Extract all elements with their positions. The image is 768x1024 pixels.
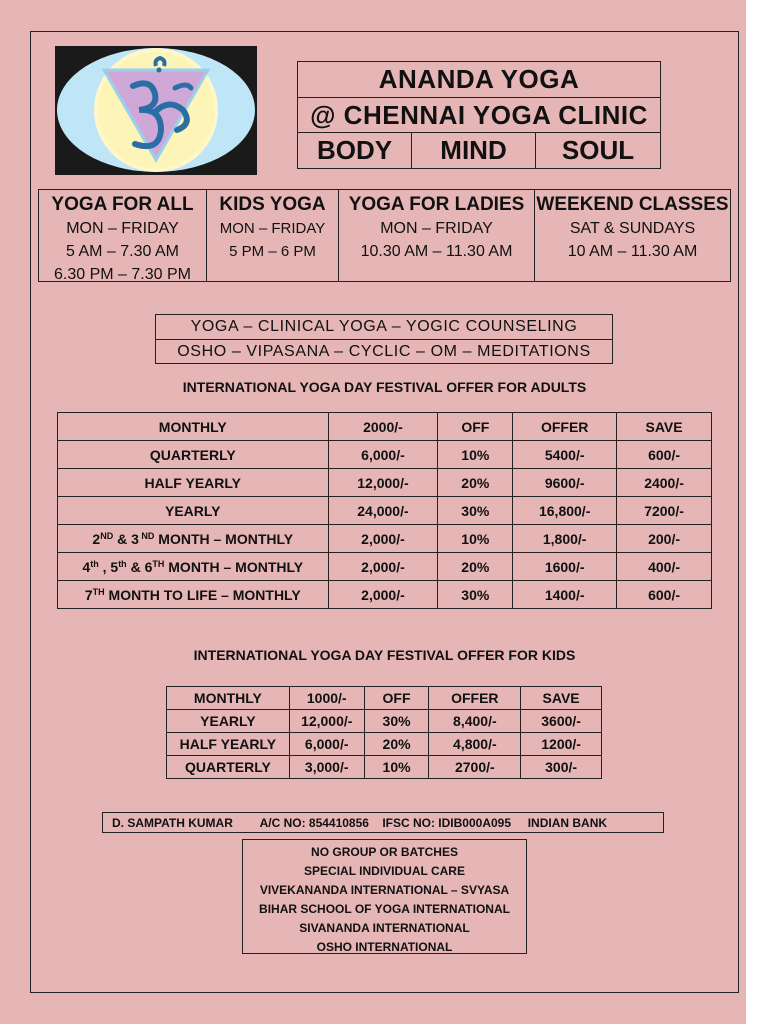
adult-offer-table bbox=[57, 412, 712, 609]
kids-offer-heading: INTERNATIONAL YOGA DAY FESTIVAL OFFER FOR KIDS bbox=[193, 647, 576, 663]
schedule-days: MON – FRIDAY bbox=[66, 220, 179, 237]
om-logo bbox=[55, 46, 257, 175]
schedule-kids-yoga bbox=[207, 190, 339, 281]
ordinal-suffix: ND bbox=[100, 530, 114, 541]
table-row bbox=[58, 413, 712, 441]
note-line: VIVEKANANDA INTERNATIONAL – SVYASA bbox=[259, 883, 510, 897]
price-cell: 2,000/- bbox=[328, 525, 438, 553]
class-schedule bbox=[38, 189, 731, 282]
plan-cell bbox=[58, 553, 329, 581]
price-cell: 2,000/- bbox=[328, 553, 438, 581]
disciplines-line: OSHO – VIPASANA – CYCLIC – OM – MEDITATIONS bbox=[177, 343, 591, 360]
pillars-row bbox=[298, 133, 660, 168]
pillar-soul: SOUL bbox=[561, 135, 635, 165]
schedule-days: MON – FRIDAY bbox=[219, 220, 326, 237]
table-row bbox=[58, 441, 712, 469]
off-cell: 20% bbox=[364, 733, 429, 756]
price-cell: 6,000/- bbox=[289, 733, 364, 756]
plan-cell: HALF YEARLY bbox=[167, 733, 290, 756]
price-cell: 2,000/- bbox=[328, 581, 438, 609]
plan-cell: MONTHLY bbox=[58, 413, 329, 441]
plan-cell: YEARLY bbox=[167, 710, 290, 733]
price-cell: 24,000/- bbox=[328, 497, 438, 525]
plan-text: 2 bbox=[92, 530, 101, 547]
off-cell: 20% bbox=[438, 553, 513, 581]
clinic-name: ANANDA YOGA bbox=[298, 62, 660, 98]
ifsc-code: IFSC NO: IDIB000A095 bbox=[382, 815, 512, 830]
ordinal-suffix: th bbox=[90, 558, 99, 569]
schedule-title: YOGA FOR ALL bbox=[51, 194, 194, 215]
plan-cell: MONTHLY bbox=[167, 687, 290, 710]
price-cell: 6,000/- bbox=[328, 441, 438, 469]
save-cell: 200/- bbox=[617, 525, 712, 553]
table-row bbox=[58, 525, 712, 553]
plan-text: MONTH – MONTHLY bbox=[154, 530, 294, 547]
table-row bbox=[58, 497, 712, 525]
offer-cell: 9600/- bbox=[513, 469, 617, 497]
save-cell: SAVE bbox=[521, 687, 602, 710]
account-number: A/C NO: 854410856 bbox=[259, 815, 369, 830]
ordinal-suffix: th bbox=[118, 558, 127, 569]
schedule-time: 10.30 AM – 11.30 AM bbox=[360, 243, 513, 260]
save-cell: 600/- bbox=[617, 581, 712, 609]
plan-cell: HALF YEARLY bbox=[58, 469, 329, 497]
price-cell: 1000/- bbox=[289, 687, 364, 710]
off-cell: 30% bbox=[438, 581, 513, 609]
plan-text: & 6 bbox=[126, 558, 153, 575]
off-cell: OFF bbox=[364, 687, 429, 710]
plan-text: MONTH TO LIFE – MONTHLY bbox=[104, 586, 301, 603]
schedule-title: YOGA FOR LADIES bbox=[348, 194, 525, 215]
table-row bbox=[167, 756, 602, 779]
disciplines-box bbox=[155, 314, 613, 364]
plan-cell: QUARTERLY bbox=[58, 441, 329, 469]
offer-cell: 1,800/- bbox=[513, 525, 617, 553]
price-cell: 12,000/- bbox=[289, 710, 364, 733]
offer-cell: 5400/- bbox=[513, 441, 617, 469]
ordinal-suffix: ND bbox=[138, 530, 155, 541]
kids-offer-table bbox=[166, 686, 602, 779]
off-cell: 30% bbox=[438, 497, 513, 525]
offer-cell: 8,400/- bbox=[429, 710, 521, 733]
adult-offer-heading: INTERNATIONAL YOGA DAY FESTIVAL OFFER FOR ADULTS bbox=[182, 379, 587, 395]
off-cell: 30% bbox=[364, 710, 429, 733]
note-line: OSHO INTERNATIONAL bbox=[316, 940, 453, 954]
off-cell: 10% bbox=[364, 756, 429, 779]
table-row bbox=[58, 469, 712, 497]
pillar-mind: MIND bbox=[412, 133, 536, 168]
bank-details bbox=[102, 812, 664, 833]
clinic-location: @ CHENNAI YOGA CLINIC bbox=[298, 98, 660, 133]
note-line: SIVANANDA INTERNATIONAL bbox=[299, 921, 470, 935]
pillar-body: BODY bbox=[298, 133, 412, 168]
schedule-time: 5 AM – 7.30 AM bbox=[66, 243, 179, 260]
off-cell: 10% bbox=[438, 525, 513, 553]
schedule-days: MON – FRIDAY bbox=[380, 220, 493, 237]
table-row bbox=[58, 553, 712, 581]
plan-text: 4 bbox=[82, 558, 91, 575]
om-symbol-icon bbox=[55, 46, 257, 175]
plan-text: 7 bbox=[84, 586, 93, 603]
bank-name: INDIAN BANK bbox=[527, 815, 608, 830]
plan-text: , 5 bbox=[98, 558, 119, 575]
table-row bbox=[58, 581, 712, 609]
offer-cell: OFFER bbox=[429, 687, 521, 710]
plan-cell: QUARTERLY bbox=[167, 756, 290, 779]
note-line: SPECIAL INDIVIDUAL CARE bbox=[304, 864, 465, 878]
plan-cell: YEARLY bbox=[58, 497, 329, 525]
schedule-yoga-for-all bbox=[39, 190, 207, 281]
offer-cell: OFFER bbox=[513, 413, 617, 441]
save-cell: 7200/- bbox=[617, 497, 712, 525]
save-cell: 400/- bbox=[617, 553, 712, 581]
save-cell: 2400/- bbox=[617, 469, 712, 497]
clinic-title-box bbox=[297, 61, 661, 169]
offer-cell: 1400/- bbox=[513, 581, 617, 609]
plan-text: MONTH – MONTHLY bbox=[164, 558, 304, 575]
save-cell: 600/- bbox=[617, 441, 712, 469]
table-row bbox=[167, 733, 602, 756]
plan-text: & 3 bbox=[113, 530, 139, 547]
table-row bbox=[167, 710, 602, 733]
offer-cell: 2700/- bbox=[429, 756, 521, 779]
offer-cell: 16,800/- bbox=[513, 497, 617, 525]
schedule-yoga-for-ladies bbox=[339, 190, 535, 281]
off-cell: 20% bbox=[438, 469, 513, 497]
save-cell: 3600/- bbox=[521, 710, 602, 733]
off-cell: 10% bbox=[438, 441, 513, 469]
schedule-title: KIDS YOGA bbox=[219, 194, 326, 215]
schedule-title: WEEKEND CLASSES bbox=[536, 194, 729, 215]
account-holder: D. SAMPATH KUMAR bbox=[112, 815, 233, 830]
note-line: NO GROUP OR BATCHES bbox=[311, 845, 458, 859]
disciplines-line: YOGA – CLINICAL YOGA – YOGIC COUNSELING bbox=[156, 315, 612, 340]
save-cell: 300/- bbox=[521, 756, 602, 779]
note-line: BIHAR SCHOOL OF YOGA INTERNATIONAL bbox=[259, 902, 510, 916]
off-cell: OFF bbox=[438, 413, 513, 441]
price-cell: 12,000/- bbox=[328, 469, 438, 497]
schedule-weekend-classes bbox=[535, 190, 730, 281]
notes-box bbox=[242, 839, 527, 954]
ordinal-suffix: TH bbox=[152, 558, 165, 569]
schedule-time: 6.30 PM – 7.30 PM bbox=[54, 266, 191, 283]
price-cell: 2000/- bbox=[328, 413, 438, 441]
right-edge-strip bbox=[746, 0, 768, 1024]
schedule-time: 5 PM – 6 PM bbox=[229, 243, 316, 260]
table-row bbox=[167, 687, 602, 710]
schedule-days: SAT & SUNDAYS bbox=[569, 220, 696, 237]
schedule-time: 10 AM – 11.30 AM bbox=[567, 243, 698, 260]
ordinal-suffix: TH bbox=[92, 586, 105, 597]
price-cell: 3,000/- bbox=[289, 756, 364, 779]
plan-cell bbox=[58, 581, 329, 609]
offer-cell: 4,800/- bbox=[429, 733, 521, 756]
save-cell: SAVE bbox=[617, 413, 712, 441]
offer-cell: 1600/- bbox=[513, 553, 617, 581]
plan-cell bbox=[58, 525, 329, 553]
save-cell: 1200/- bbox=[521, 733, 602, 756]
